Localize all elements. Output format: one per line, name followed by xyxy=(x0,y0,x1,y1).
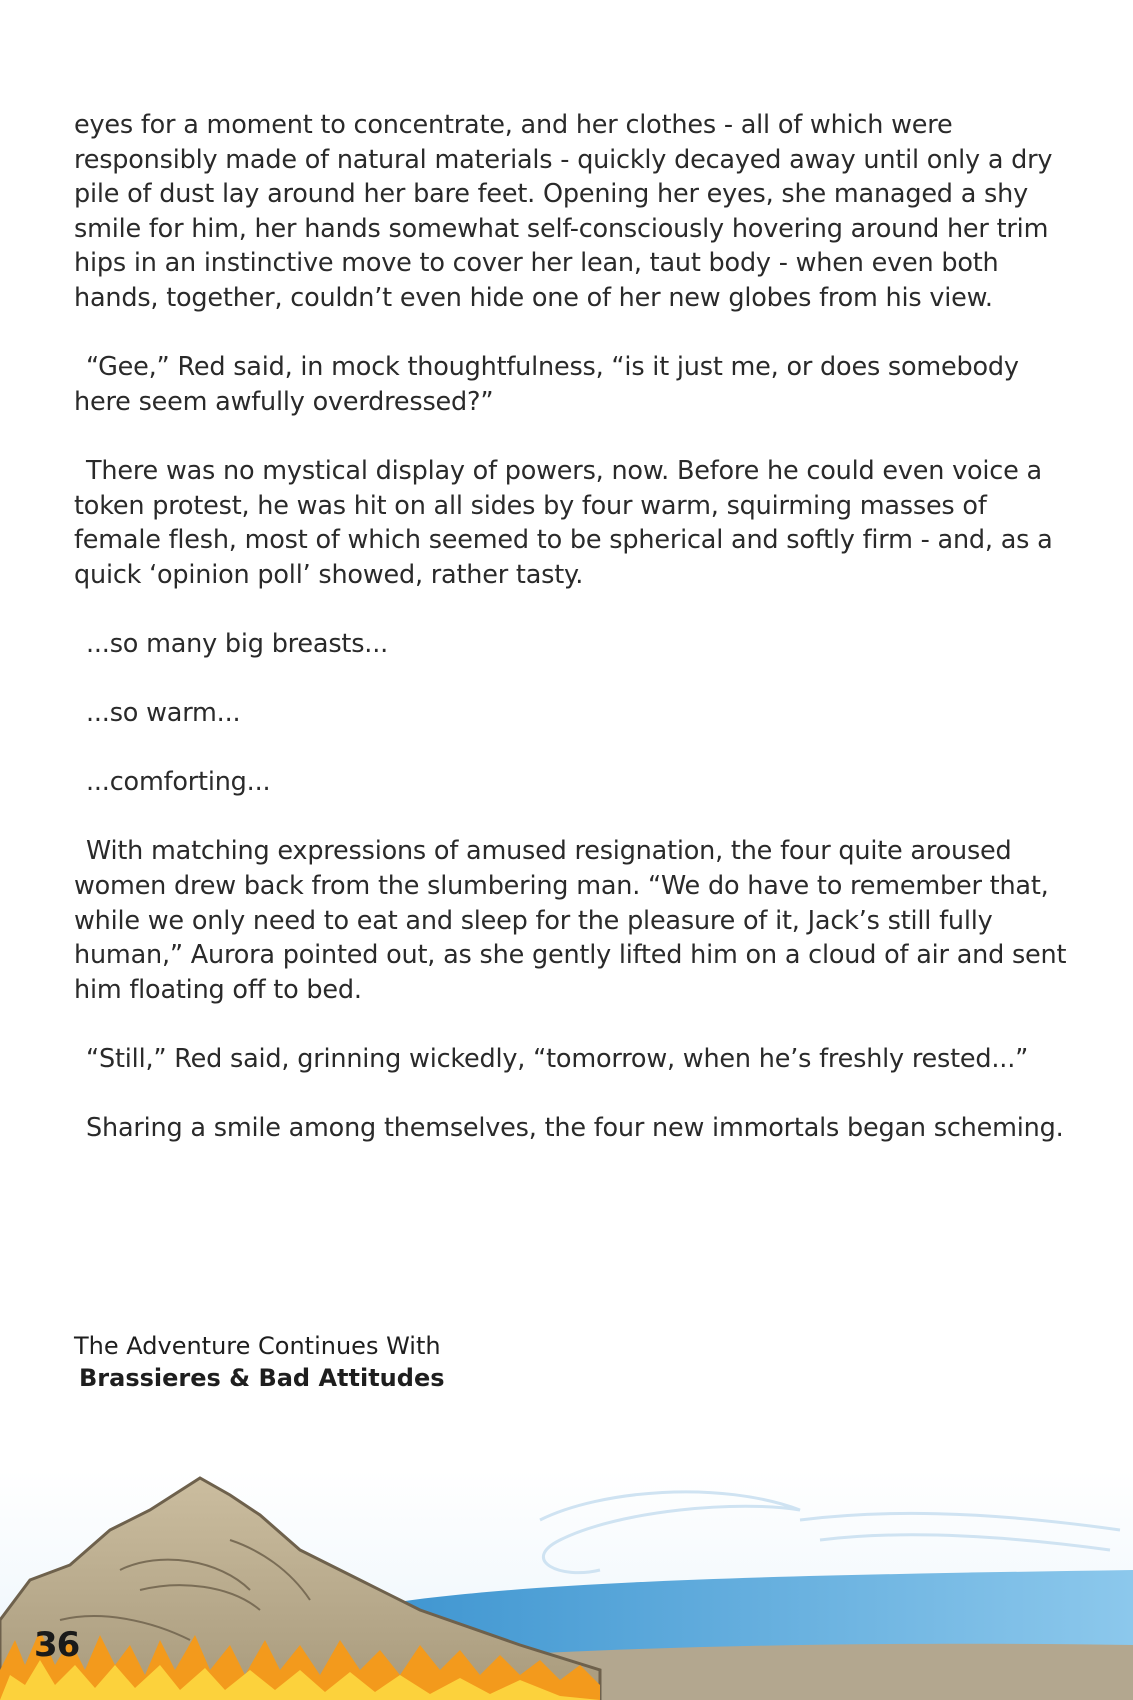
paragraph: eyes for a moment to concentrate, and her clothes - all of which were responsibly made of natural materials - quickly decayed away until only a dry pile of dust lay around her bare feet. Opening her eyes, she managed a shy smile for him, her hands somewhat self-consciously hovering around her trim hips in an instinctive move to cover her lean, taut body - when even both hands, together, couldn’t even hide one of her new globes from his view. xyxy=(74,110,1053,313)
paragraph: Sharing a smile among themselves, the four new immortals began scheming. xyxy=(86,1113,1064,1144)
continues-label: The Adventure Continues With xyxy=(74,1332,441,1360)
next-book-title: Brassieres & Bad Attitudes xyxy=(79,1364,445,1392)
paragraph: There was no mystical display of powers, now. Before he could even voice a token protest, he was hit on all sides by four warm, squirming masses of female flesh, most of which seemed to be spherical and softly firm - and, as a quick ‘opinion poll’ showed, rather tasty. xyxy=(74,455,1053,590)
story-text xyxy=(74,108,1074,1180)
paragraph: “Gee,” Red said, in mock thoughtfulness, “is it just me, or does somebody here seem awfully overdressed?” xyxy=(74,352,1019,417)
paragraph: “Still,” Red said, grinning wickedly, “tomorrow, when he’s freshly rested...” xyxy=(86,1044,1029,1075)
paragraph: ...comforting... xyxy=(86,767,271,798)
paragraph: With matching expressions of amused resignation, the four quite aroused women drew back from the slumbering man. “We do have to remember that, while we only need to eat and sleep for the pleasure of it, Jack’s still fully human,” Aurora pointed out, as she gently lifted him on a cloud of air and sent him floating off to bed. xyxy=(74,836,1067,1005)
paragraph: ...so many big breasts... xyxy=(86,628,389,659)
paragraph: ...so warm... xyxy=(86,698,241,729)
landscape-illustration xyxy=(0,1470,1133,1700)
continuation-note xyxy=(74,1330,445,1394)
page-number: 36 xyxy=(34,1625,80,1665)
